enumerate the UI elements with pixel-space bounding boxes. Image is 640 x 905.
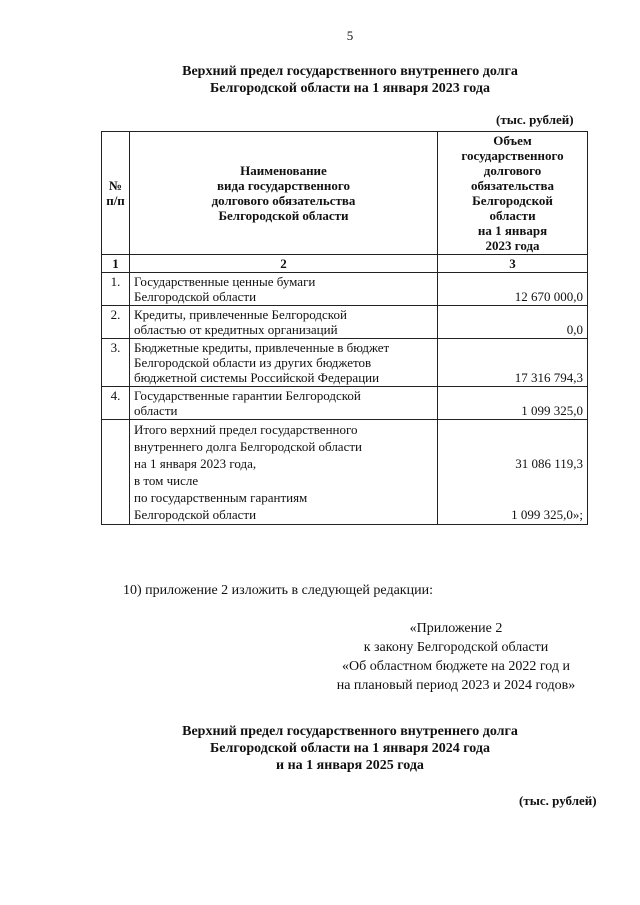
table-row <box>102 339 588 387</box>
appendix-line: к закону Белгородской области <box>363 640 549 655</box>
total-guarantees-value: 1 099 325,0»; <box>511 507 583 522</box>
appendix-line: «Приложение 2 <box>409 621 503 636</box>
total-name: Итого верхний предел государственного внутреннего долга Белгородской области на 1 января 2023 года, в том числе по государственным гарантиям Белгородской области <box>130 420 438 525</box>
table-total-row <box>102 420 588 525</box>
appendix-reference <box>315 619 597 695</box>
row-value: 12 670 000,0 <box>438 273 588 306</box>
header-value: Объем государственного долгового обязательства Белгородской области на 1 января 2023 года <box>438 132 588 255</box>
row-number: 2. <box>102 306 130 339</box>
table-index-row <box>102 255 588 273</box>
section1-title-line: Белгородской области на 1 января 2023 года <box>210 81 490 96</box>
row-name: Кредиты, привлеченные Белгородской областью от кредитных организаций <box>130 306 438 339</box>
row-number: 4. <box>102 387 130 420</box>
section1-units: (тыс. рублей) <box>496 112 574 127</box>
total-value <box>438 420 588 525</box>
total-number <box>102 420 130 525</box>
section2-title-line: и на 1 января 2025 года <box>276 758 424 773</box>
header-num: № п/п <box>102 132 130 255</box>
header-name: Наименование вида государственного долгового обязательства Белгородской области <box>130 132 438 255</box>
row-number: 1. <box>102 273 130 306</box>
row-value: 0,0 <box>438 306 588 339</box>
table-header-row <box>102 132 588 255</box>
index-cell: 2 <box>130 255 438 273</box>
index-cell: 3 <box>438 255 588 273</box>
section2-units: (тыс. рублей) <box>519 793 597 808</box>
row-number: 3. <box>102 339 130 387</box>
appendix-line: «Об областном бюджете на 2022 год и <box>342 659 570 674</box>
index-cell: 1 <box>102 255 130 273</box>
row-value: 1 099 325,0 <box>438 387 588 420</box>
table-row <box>102 387 588 420</box>
section2-title-line: Белгородской области на 1 января 2024 года <box>210 741 490 756</box>
debt-limit-table <box>101 131 588 525</box>
total-debt-value: 31 086 119,3 <box>515 456 583 471</box>
table-row <box>102 273 588 306</box>
page-number: 5 <box>346 28 354 43</box>
row-name: Бюджетные кредиты, привлеченные в бюджет Белгородской области из других бюджетов бюджетной системы Российской Федерации <box>130 339 438 387</box>
amendment-paragraph: 10) приложение 2 изложить в следующей редакции: <box>123 583 433 598</box>
section1-title-line: Верхний предел государственного внутреннего долга <box>182 64 518 79</box>
section2-title-line: Верхний предел государственного внутреннего долга <box>182 724 518 739</box>
section2-title <box>0 723 640 774</box>
row-name: Государственные гарантии Белгородской области <box>130 387 438 420</box>
appendix-line: на плановый период 2023 и 2024 годов» <box>336 678 576 693</box>
row-value: 17 316 794,3 <box>438 339 588 387</box>
row-name: Государственные ценные бумаги Белгородской области <box>130 273 438 306</box>
table-row <box>102 306 588 339</box>
section1-title <box>0 63 640 97</box>
